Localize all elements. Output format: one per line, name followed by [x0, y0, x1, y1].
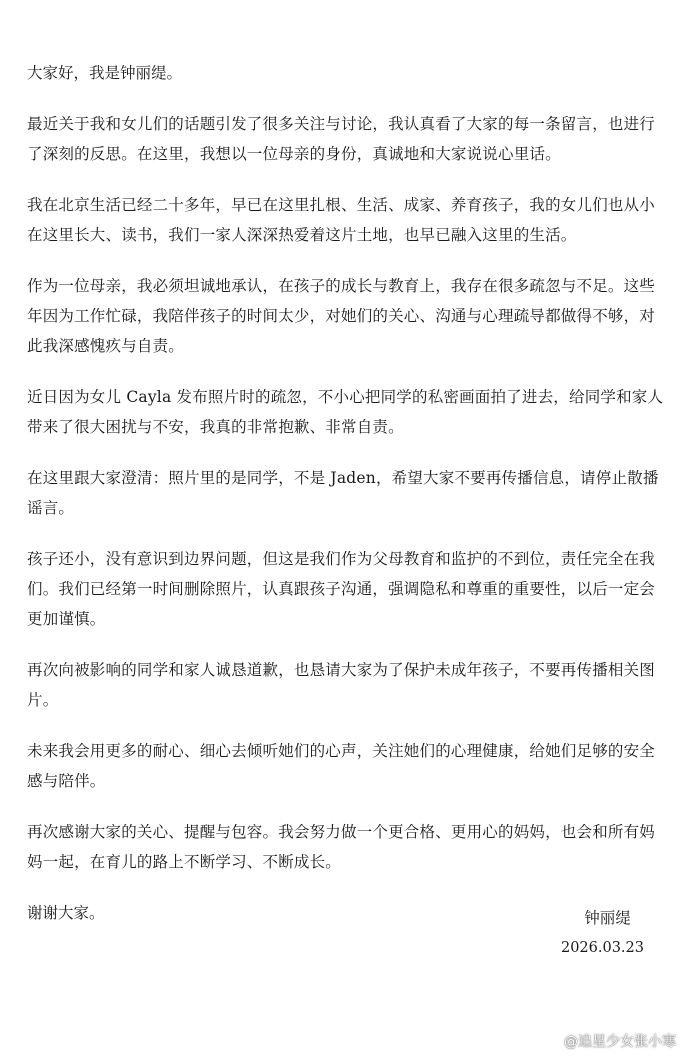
- letter-closing: 谢谢大家。: [27, 904, 105, 922]
- weibo-logo-icon: [538, 1031, 560, 1051]
- letter-greeting: 大家好，我是钟丽缇。: [27, 64, 183, 82]
- letter-paragraph-5: 在这里跟大家澄清：照片里的是同学，不是 Jaden，希望大家不要再传播信息，请停止散播谣言。: [27, 469, 659, 517]
- letter-paragraph-9: 再次感谢大家的关心、提醒与包容。我会努力做一个更合格、更用心的妈妈，也会和所有妈妈一起，在育儿的路上不断学习、不断成长。: [27, 823, 656, 871]
- letter-paragraph-8: 未来我会用更多的耐心、细心去倾听她们的心声，关注她们的心理健康，给她们足够的安全感与陪伴。: [27, 742, 656, 790]
- letter-paragraph-6: 孩子还小，没有意识到边界问题，但这是我们作为父母教育和监护的不到位，责任完全在我们。我们已经第一时间删除照片，认真跟孩子沟通，强调隐私和尊重的重要性，以后一定会更加谨慎。: [27, 550, 656, 628]
- letter-paragraph-7: 再次向被影响的同学和家人诚恳道歉，也恳请大家为了保护未成年孩子，不要再传播相关图片。: [27, 661, 656, 709]
- letter-body: [27, 58, 667, 928]
- signature-name: 钟丽缇: [584, 909, 631, 927]
- letter-paragraph-3: 作为一位母亲，我必须坦诚地承认，在孩子的成长与教育上，我存在很多疏忽与不足。这些年因为工作忙碌，我陪伴孩子的时间太少，对她们的关心、沟通与心理疏导都做得不够，对此我深感愧疚与自责。: [27, 277, 656, 355]
- watermark-text: @追星少女张小寒: [564, 1034, 676, 1050]
- weibo-watermark: [538, 1031, 676, 1051]
- letter-paragraph-4: 近日因为女儿 Cayla 发布照片时的疏忽，不小心把同学的私密画面拍了进去，给同学和家人带来了很大困扰与不安，我真的非常抱歉、非常自责。: [27, 388, 664, 436]
- signature-block: [561, 903, 644, 963]
- letter-paragraph-2: 我在北京生活已经二十多年，早已在这里扎根、生活、成家、养育孩子，我的女儿们也从小在这里长大、读书，我们一家人深深热爱着这片土地，也早已融入这里的生活。: [27, 196, 656, 244]
- signature-date: 2026.03.23: [560, 940, 644, 956]
- letter-paragraph-1: 最近关于我和女儿们的话题引发了很多关注与讨论，我认真看了大家的每一条留言，也进行了深刻的反思。在这里，我想以一位母亲的身份，真诚地和大家说说心里话。: [27, 115, 656, 163]
